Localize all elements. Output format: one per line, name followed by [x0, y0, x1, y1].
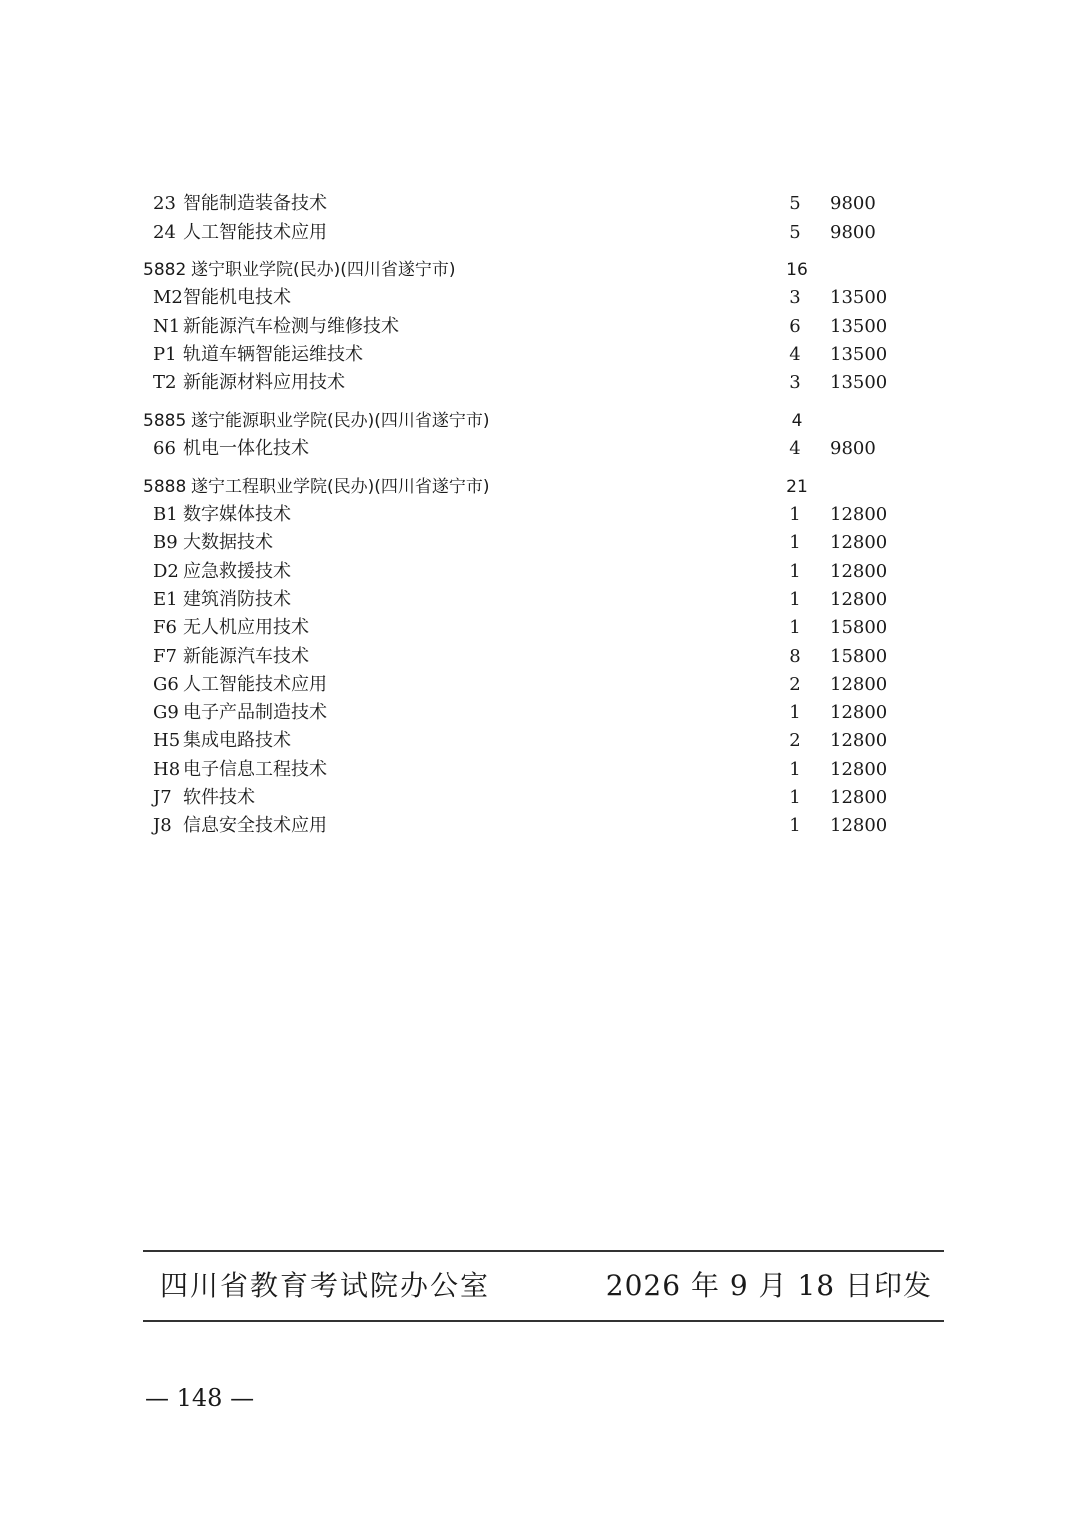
major-code: F7 [153, 646, 177, 667]
major-count: 1 [789, 787, 801, 808]
major-fee: 12800 [830, 674, 888, 695]
major-count: 2 [789, 730, 801, 751]
footer-bottom-rule [143, 1320, 944, 1322]
institution-count: 21 [786, 477, 808, 497]
institution-code: 5882 [143, 260, 187, 280]
major-count: 1 [789, 532, 801, 553]
major-code: 66 [153, 438, 176, 459]
major-code: 24 [153, 222, 176, 243]
major-fee: 12800 [830, 532, 888, 553]
major-row [0, 643, 1080, 671]
major-row [0, 529, 1080, 557]
major-name: 电子产品制造技术 [183, 702, 327, 723]
major-row [0, 756, 1080, 784]
major-fee: 12800 [830, 730, 888, 751]
major-code: E1 [153, 589, 178, 610]
major-fee: 12800 [830, 589, 888, 610]
major-row [0, 284, 1080, 312]
major-fee: 13500 [830, 287, 888, 308]
major-count: 2 [789, 674, 801, 695]
major-row [0, 812, 1080, 840]
major-fee: 9800 [830, 222, 876, 243]
major-name: 新能源汽车检测与维修技术 [183, 316, 399, 337]
institution-count: 4 [791, 411, 803, 431]
major-count: 8 [789, 646, 801, 667]
major-count: 1 [789, 504, 801, 525]
major-name: 新能源材料应用技术 [183, 372, 345, 393]
major-code: J8 [153, 815, 172, 836]
major-code: 23 [153, 193, 176, 214]
major-count: 4 [789, 344, 801, 365]
major-row [0, 501, 1080, 529]
major-count: 4 [789, 438, 801, 459]
major-fee: 15800 [830, 617, 888, 638]
footer-organization: 四川省教育考试院办公室 [160, 1269, 491, 1302]
major-name: 大数据技术 [183, 532, 273, 553]
major-fee: 12800 [830, 787, 888, 808]
major-fee: 13500 [830, 344, 888, 365]
major-code: G6 [153, 674, 179, 695]
institution-row [0, 256, 1080, 284]
major-fee: 15800 [830, 646, 888, 667]
major-name: 机电一体化技术 [183, 438, 309, 459]
major-code: B1 [153, 504, 178, 525]
major-code: P1 [153, 344, 177, 365]
institution-row [0, 473, 1080, 501]
major-row [0, 727, 1080, 755]
major-row [0, 435, 1080, 463]
major-fee: 12800 [830, 702, 888, 723]
major-row [0, 313, 1080, 341]
major-code: G9 [153, 702, 179, 723]
major-row [0, 190, 1080, 218]
major-name: 建筑消防技术 [183, 589, 291, 610]
major-code: J7 [153, 787, 172, 808]
major-name: 集成电路技术 [183, 730, 291, 751]
major-row [0, 586, 1080, 614]
major-fee: 12800 [830, 815, 888, 836]
major-fee: 9800 [830, 438, 876, 459]
major-count: 3 [789, 287, 801, 308]
major-code: N1 [153, 316, 181, 337]
institution-count: 16 [786, 260, 808, 280]
major-name: 智能机电技术 [183, 287, 291, 308]
major-count: 1 [789, 815, 801, 836]
major-code: T2 [153, 372, 177, 393]
major-row [0, 219, 1080, 247]
major-row [0, 341, 1080, 369]
major-code: H5 [153, 730, 181, 751]
major-code: B9 [153, 532, 178, 553]
major-row [0, 699, 1080, 727]
major-code: M2 [153, 287, 183, 308]
major-code: H8 [153, 759, 181, 780]
major-fee: 13500 [830, 316, 888, 337]
major-count: 5 [789, 222, 801, 243]
major-name: 人工智能技术应用 [183, 222, 327, 243]
institution-name: 遂宁能源职业学院(民办)(四川省遂宁市) [191, 411, 490, 431]
major-row [0, 558, 1080, 586]
institution-name: 遂宁职业学院(民办)(四川省遂宁市) [191, 260, 456, 280]
major-count: 1 [789, 617, 801, 638]
major-code: F6 [153, 617, 177, 638]
institution-code: 5888 [143, 477, 187, 497]
major-count: 6 [789, 316, 801, 337]
major-count: 1 [789, 561, 801, 582]
major-count: 3 [789, 372, 801, 393]
major-row [0, 671, 1080, 699]
major-name: 应急救援技术 [183, 561, 291, 582]
institution-code: 5885 [143, 411, 187, 431]
major-fee: 13500 [830, 372, 888, 393]
major-name: 软件技术 [183, 787, 255, 808]
footer-print-date: 2026 年 9 月 18 日印发 [605, 1269, 932, 1302]
institution-name: 遂宁工程职业学院(民办)(四川省遂宁市) [191, 477, 490, 497]
major-count: 1 [789, 589, 801, 610]
major-row [0, 784, 1080, 812]
footer-top-rule [143, 1250, 944, 1252]
major-name: 电子信息工程技术 [183, 759, 327, 780]
major-name: 轨道车辆智能运维技术 [183, 344, 363, 365]
major-name: 新能源汽车技术 [183, 646, 309, 667]
institution-row [0, 407, 1080, 435]
major-name: 无人机应用技术 [183, 617, 309, 638]
major-fee: 12800 [830, 504, 888, 525]
major-count: 5 [789, 193, 801, 214]
major-fee: 12800 [830, 561, 888, 582]
major-count: 1 [789, 759, 801, 780]
major-fee: 12800 [830, 759, 888, 780]
major-name: 智能制造装备技术 [183, 193, 327, 214]
major-name: 数字媒体技术 [183, 504, 291, 525]
major-count: 1 [789, 702, 801, 723]
major-name: 人工智能技术应用 [183, 674, 327, 695]
major-code: D2 [153, 561, 179, 582]
major-row [0, 369, 1080, 397]
major-name: 信息安全技术应用 [183, 815, 327, 836]
major-row [0, 614, 1080, 642]
page-number: — 148 — [145, 1384, 255, 1412]
major-fee: 9800 [830, 193, 876, 214]
